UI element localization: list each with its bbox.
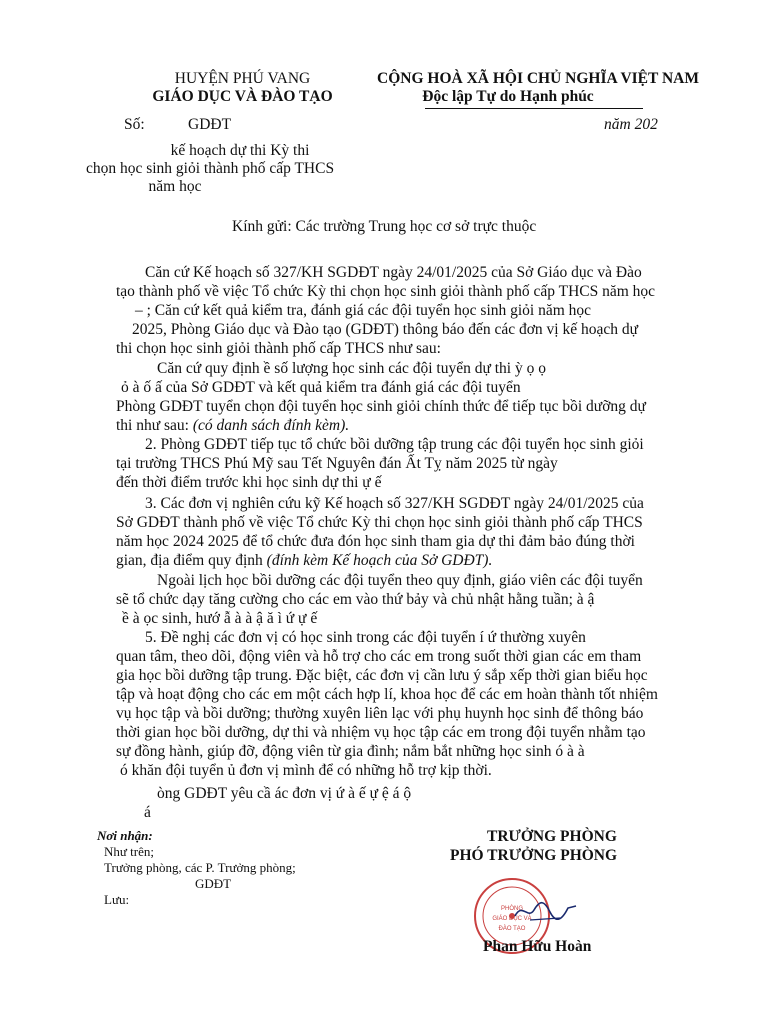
body-line: sẽ tổ chức dạy tăng cường cho các em vào thứ bảy và chủ nhật hằng tuần; à ậ — [116, 591, 595, 608]
document-number-code: GDĐT — [188, 116, 232, 133]
body-line: tạo thành phố về việc Tổ chức Kỳ thi chọn học sinh giỏi thành phố cấp THCS năm học — [116, 283, 656, 300]
body-line: vụ học tập và bồi dưỡng; thường xuyên liên lạc với phụ huynh học sinh để thông báo — [116, 705, 644, 722]
body-line: năm học 2024 2025 để tổ chức đưa đón học sinh tham gia dự thi đảm bảo đúng thời — [116, 533, 635, 550]
body-line: ó khăn đội tuyển ủ đơn vị mình để có những hỗ trợ kịp thời. — [120, 762, 492, 779]
recipient-item: GDĐT — [195, 876, 232, 891]
body-line: thi như sau: (có danh sách đính kèm). — [116, 417, 350, 434]
body-line: gia học bồi dưỡng tập trung. Đặc biệt, các đơn vị cần lưu ý sắp xếp thời gian biểu học — [116, 667, 648, 684]
body-line: sự đồng hành, giúp đỡ, động viên từ gia đình; nắm bắt những học sinh ó à à — [116, 743, 585, 760]
body-line: tại trường THCS Phú Mỹ sau Tết Nguyên đán Ất Tỵ năm 2025 từ ngày — [116, 455, 558, 472]
subject-line: kế hoạch dự thi Kỳ thi — [170, 142, 310, 159]
agency-name: HUYỆN PHÚ VANG — [174, 70, 311, 87]
department-name: GIÁO DỤC VÀ ĐÀO TẠO — [152, 88, 333, 105]
body-line: á — [144, 804, 151, 821]
signer-title: TRƯỞNG PHÒNG — [487, 828, 617, 845]
body-line: thi chọn học sinh giỏi thành phố cấp THCS như sau: — [116, 340, 441, 357]
signer-subtitle: PHÓ TRƯỞNG PHÒNG — [450, 847, 618, 864]
document-number-label: Số: — [124, 116, 145, 133]
body-line: 2. Phòng GDĐT tiếp tục tổ chức bồi dưỡng tập trung các đội tuyển học sinh giỏi — [145, 436, 644, 453]
body-line: Sở GDĐT thành phố về việc Tổ chức Kỳ thi chọn học sinh giỏi thành phố cấp THCS — [116, 514, 643, 531]
body-line: tập và hoạt động cho các em một cách hợp lí, khoa học để các em hoàn thành tốt nhiệm — [116, 686, 658, 703]
svg-text:GIÁO DỤC VÀ: GIÁO DỤC VÀ — [492, 916, 532, 922]
svg-text:PHÒNG: PHÒNG — [500, 906, 524, 912]
body-line: – ; Căn cứ kết quả kiểm tra, đánh giá các đội tuyển học sinh giỏi năm học — [135, 302, 592, 319]
body-line: Phòng GDĐT tuyển chọn đội tuyển học sinh giỏi chính thức để tiếp tục bồi dưỡng dự — [116, 398, 646, 415]
handwritten-signature — [510, 890, 580, 930]
body-line: quan tâm, theo dõi, động viên và hỗ trợ cho các em trong suốt thời gian các em tham — [116, 648, 642, 665]
recipients-heading: Nơi nhận: — [97, 828, 153, 843]
signer-name: Phan Hữu Hoàn — [483, 938, 592, 955]
body-line: thời gian học bồi dưỡng, dự thi và nhiệm vụ học tập các em trong đội tuyển nhằm tạo — [116, 724, 646, 741]
recipient-item: Như trên; — [104, 844, 155, 859]
body-line: 2025, Phòng Giáo dục và Đào tạo (GDĐT) thông báo đến các đơn vị kế hoạch dự — [132, 321, 639, 338]
national-title: CỘNG HOÀ XÃ HỘI CHỦ NGHĨA VIỆT NAM — [377, 70, 699, 87]
body-line: 3. Các đơn vị nghiên cứu kỹ Kế hoạch số 327/KH SGDĐT ngày 24/01/2025 của — [145, 495, 644, 512]
document-date: năm 202 — [604, 116, 658, 133]
body-line: gian, địa điểm quy định (đính kèm Kế hoạch của Sở GDĐT). — [116, 552, 493, 569]
recipient-item: Trưởng phòng, các P. Trưởng phòng; — [104, 860, 296, 875]
subject-line: năm học — [148, 178, 202, 195]
svg-text:ĐÀO TẠO: ĐÀO TẠO — [498, 926, 526, 932]
body-line: Căn cứ Kế hoạch số 327/KH SGDĐT ngày 24/01/2025 của Sở Giáo dục và Đào — [145, 264, 642, 281]
national-motto: Độc lập Tự do Hạnh phúc — [422, 88, 594, 105]
recipient-item: Lưu: — [104, 892, 130, 907]
body-line: 5. Đề nghị các đơn vị có học sinh trong các đội tuyển í ứ thường xuyên — [145, 629, 586, 646]
body-line: ỏ à ố ấ của Sở GDĐT và kết quả kiểm tra đánh giá các đội tuyển — [121, 379, 521, 396]
addressee: Kính gửi: Các trường Trung học cơ sở trực thuộc — [232, 218, 537, 235]
motto-underline — [425, 108, 643, 109]
subject-line: chọn học sinh giỏi thành phố cấp THCS — [85, 160, 335, 177]
body-line: Căn cứ quy định ề số lượng học sinh các đội tuyển dự thi ỳ ọ ọ — [157, 360, 546, 377]
body-line: òng GDĐT yêu cầ ác đơn vị ứ à ế ự ệ á ộ — [157, 785, 412, 802]
body-line: đến thời điểm trước khi học sinh dự thi ự ế — [116, 474, 382, 491]
body-line: Ngoài lịch học bồi dưỡng các đội tuyển theo quy định, giáo viên các đội tuyển — [157, 572, 643, 589]
body-line: ề à ọc sinh, hướ ẫ à à ậ ă ì ứ ự ế — [122, 610, 318, 627]
